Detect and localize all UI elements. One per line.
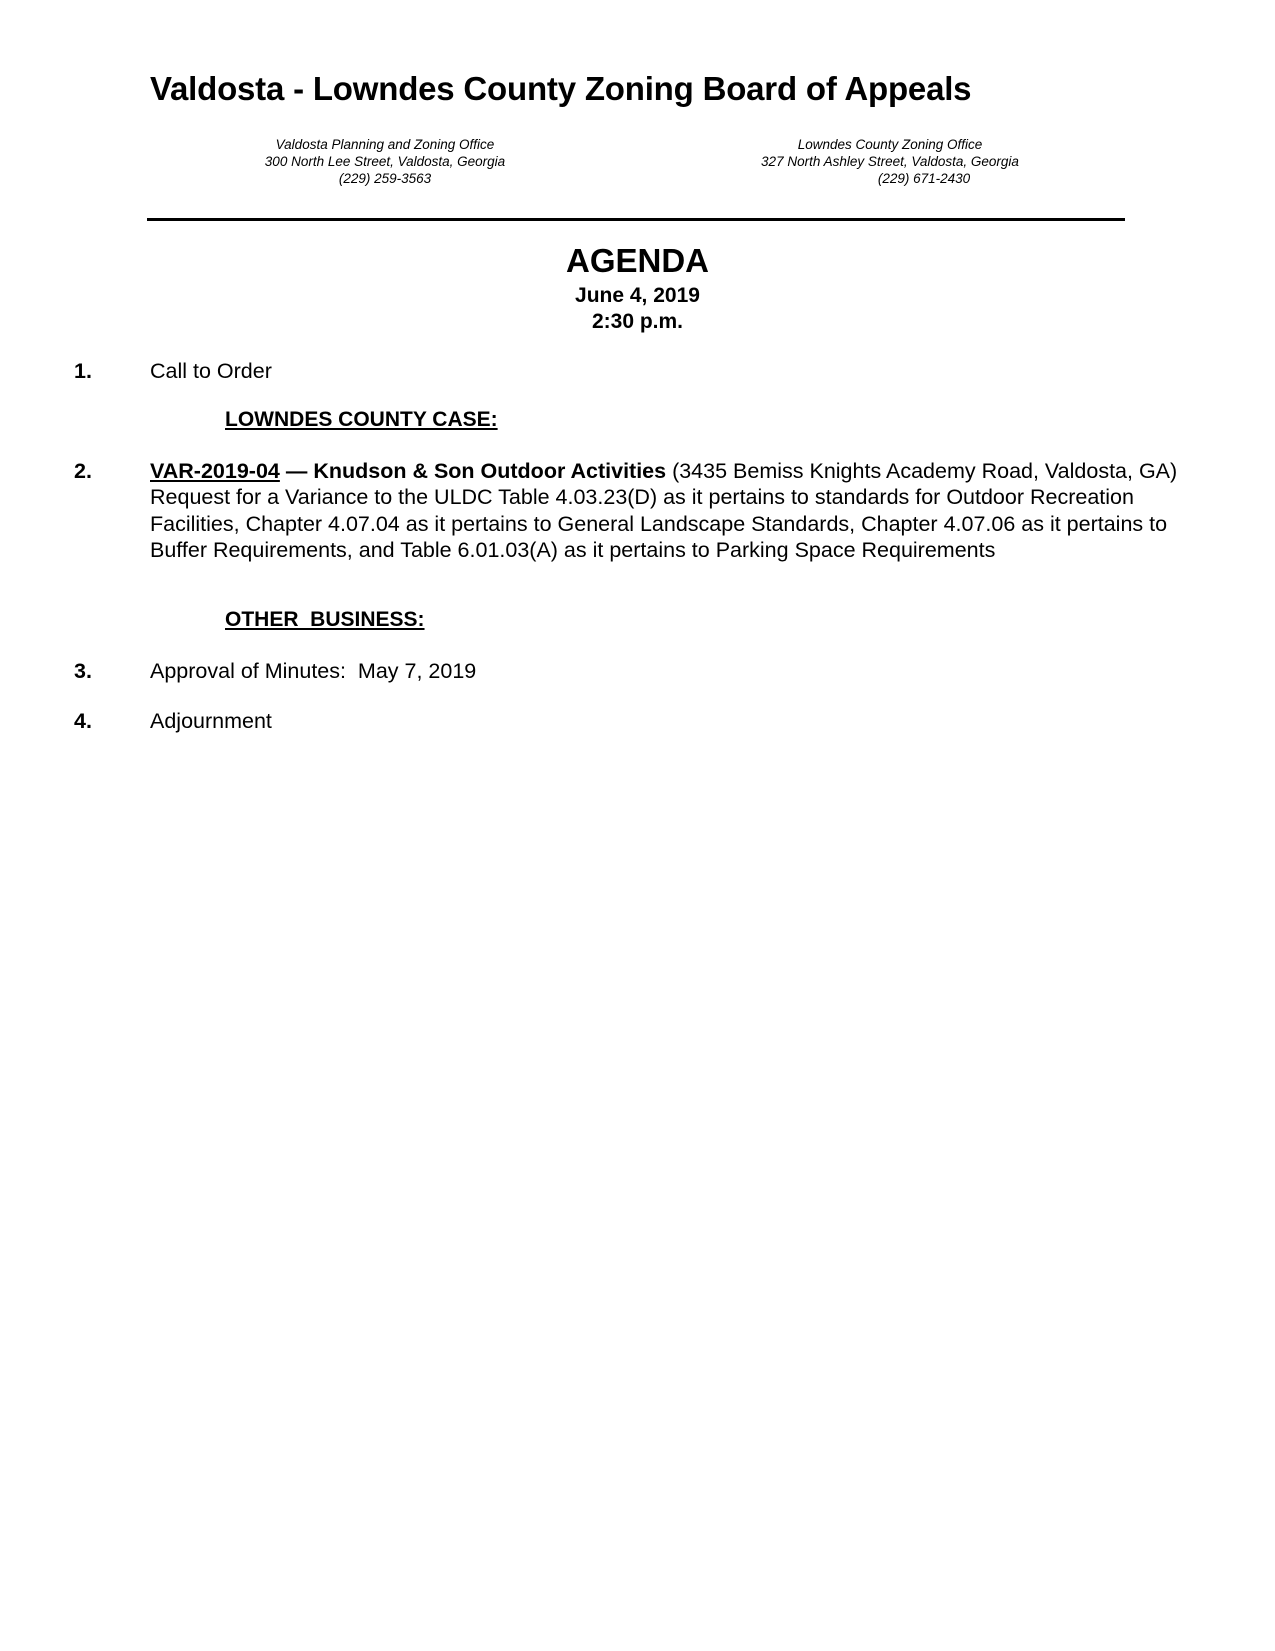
item-number: 3.: [74, 659, 92, 683]
office-name: Valdosta Planning and Zoning Office: [275, 137, 495, 152]
office-name: Lowndes County Zoning Office: [797, 137, 983, 152]
item-text: Approval of Minutes: May 7, 2019: [150, 659, 477, 683]
agenda-time: 2:30 p.m.: [591, 310, 684, 333]
applicant-name: Knudson & Son Outdoor Activities: [313, 459, 667, 483]
item-number: 2.: [74, 459, 92, 483]
item-text: Call to Order: [150, 359, 272, 383]
agenda-date: June 4, 2019: [575, 284, 700, 307]
lowndes-office-block: [740, 136, 1040, 187]
agenda-heading: AGENDA: [565, 242, 709, 279]
case-description: (3435 Bemiss Knights Academy Road, Valdosta, GA) Request for a Variance to the ULDC Table 4.03.23(D) as it pertains to standards for Outdoor Recreation Facilities, Chapter 4.07.04 as it pertains to General Landscape Standards, Chapter 4.07.06 as it pertains to Buffer Requirements, and Table 6.01.03(A) as it pertains to Parking Space Requirements: [150, 459, 1178, 562]
office-address: 327 North Ashley Street, Valdosta, Georgia: [761, 154, 1019, 169]
header-divider: [147, 218, 1125, 221]
section-heading-other-business: OTHER BUSINESS:: [225, 608, 425, 631]
document-title: Valdosta - Lowndes County Zoning Board of Appeals: [150, 70, 972, 107]
item-number: 1.: [74, 359, 92, 383]
item-text: Adjournment: [150, 709, 272, 733]
item-text: [150, 458, 1200, 563]
item-number: 4.: [74, 709, 92, 733]
valdosta-office-block: [235, 136, 535, 187]
case-id: VAR-2019-04: [150, 459, 280, 483]
section-heading-county-case: LOWNDES COUNTY CASE:: [225, 408, 498, 431]
case-dash: —: [279, 459, 314, 483]
office-address: 300 North Lee Street, Valdosta, Georgia: [264, 154, 506, 169]
office-phone: (229) 671-2430: [877, 171, 971, 186]
office-phone: (229) 259-3563: [338, 171, 432, 186]
